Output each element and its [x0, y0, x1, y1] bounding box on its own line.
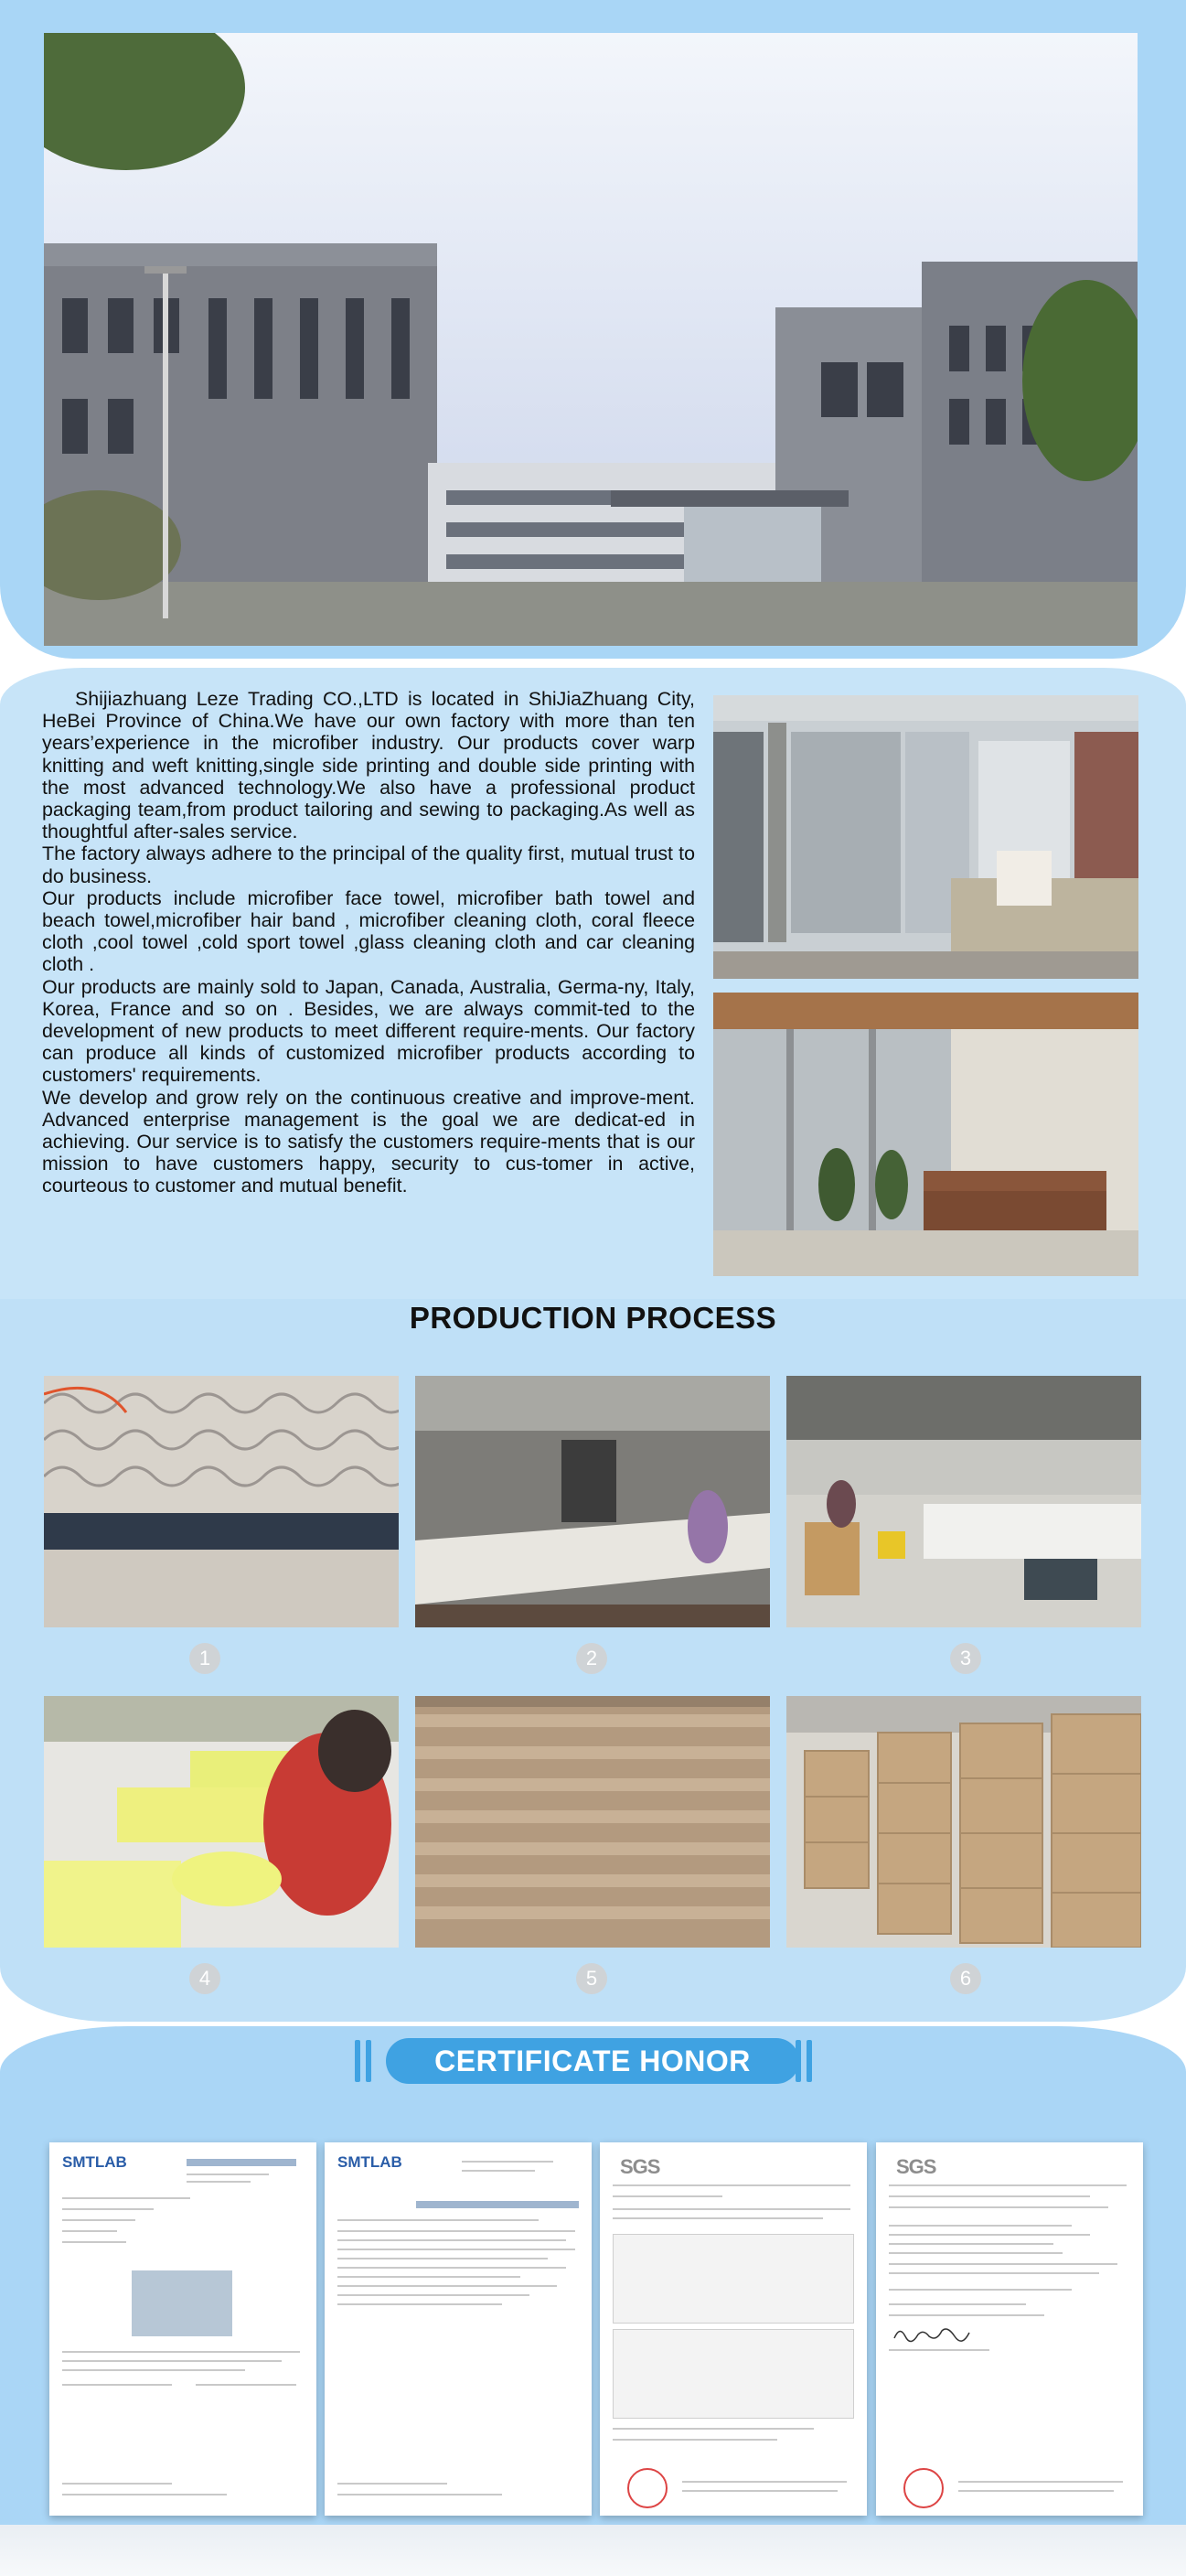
sgs-logo: SGS: [620, 2155, 660, 2178]
process-photo-6: [786, 1696, 1141, 1948]
seal-stamp: [627, 2468, 668, 2508]
banner-bar: [796, 2040, 801, 2082]
step-number-2: 2: [576, 1643, 607, 1674]
company-introduction: [42, 688, 695, 1197]
intro-paragraph-4: Our products are mainly sold to Japan, Canada, Australia, Germa-ny, Italy, Korea, France and so on . Besides, we are always commit-ted to the development of new products to meet different require-ments. Our factory can produce all kinds of customized microfiber products according to customers' requirements.: [42, 975, 695, 1087]
production-process-title: PRODUCTION PROCESS: [409, 1301, 777, 1335]
intro-paragraph-1: Shijiazhuang Leze Trading CO.,LTD is located in ShiJiaZhuang City, HeBei Province of China.We have our own factory with more than ten years’experience in the microfiber industry. Our products cover warp knitting and weft knitting,single side printing and double side printing with the most advanced technology.We also have a professional product packaging team,from product tailoring and sewing to packaging.As well as thoughtful after-sales service.: [42, 688, 695, 843]
certificate-honor-title: CERTIFICATE HONOR: [386, 2038, 799, 2084]
seal-stamp: [903, 2468, 944, 2508]
certificate-document-2: [325, 2142, 592, 2516]
sample-photo: [132, 2270, 232, 2336]
results-table: [613, 2329, 854, 2419]
banner-bar: [807, 2040, 812, 2082]
document-header-bar: [416, 2201, 579, 2208]
step-number-1: 1: [189, 1643, 220, 1674]
intro-paragraph-5: We develop and grow rely on the continuous creative and improve-ment. Advanced enterprise management is the goal we are dedicat-ed in achieving. Our service is to satisfy the customers require-ments that is our mission to have customers happy, security to cus-tomer in active, courteous to customer and mutual benefit.: [42, 1086, 695, 1197]
document-header-bar: [187, 2159, 296, 2166]
step-number-6: 6: [950, 1963, 981, 1994]
office-photo-1: [713, 695, 1138, 979]
step-number-4: 4: [189, 1963, 220, 1994]
intro-paragraph-2: The factory always adhere to the principal of the quality first, mutual trust to do business.: [42, 843, 695, 887]
process-photo-1: [44, 1376, 399, 1627]
certificate-banner: [0, 2033, 1186, 2088]
intro-paragraph-3: Our products include microfiber face towel, microfiber bath towel and beach towel,microfiber hair band , microfiber cleaning cloth, coral fleece cloth ,cool towel ,cold sport towel ,glass cleaning cloth and car cleaning cloth .: [42, 886, 695, 976]
smtlab-logo: SMTLAB: [337, 2153, 402, 2171]
certificate-document-3: [600, 2142, 867, 2516]
process-photo-3: [786, 1376, 1141, 1627]
results-table: [613, 2234, 854, 2324]
handwritten-signature: [891, 2322, 973, 2345]
banner-bar: [366, 2040, 371, 2082]
banner-bar: [355, 2040, 360, 2082]
display-base: [0, 2525, 1186, 2576]
certificate-document-4: [876, 2142, 1143, 2516]
step-number-3: 3: [950, 1643, 981, 1674]
office-photo-2: [713, 993, 1138, 1276]
certificate-document-1: [49, 2142, 316, 2516]
process-photo-5: [415, 1696, 770, 1948]
sgs-logo: SGS: [896, 2155, 936, 2178]
smtlab-logo: SMTLAB: [62, 2153, 127, 2171]
factory-building-photo: [44, 33, 1138, 646]
step-number-5: 5: [576, 1963, 607, 1994]
process-photo-2: [415, 1376, 770, 1627]
process-photo-4: [44, 1696, 399, 1948]
